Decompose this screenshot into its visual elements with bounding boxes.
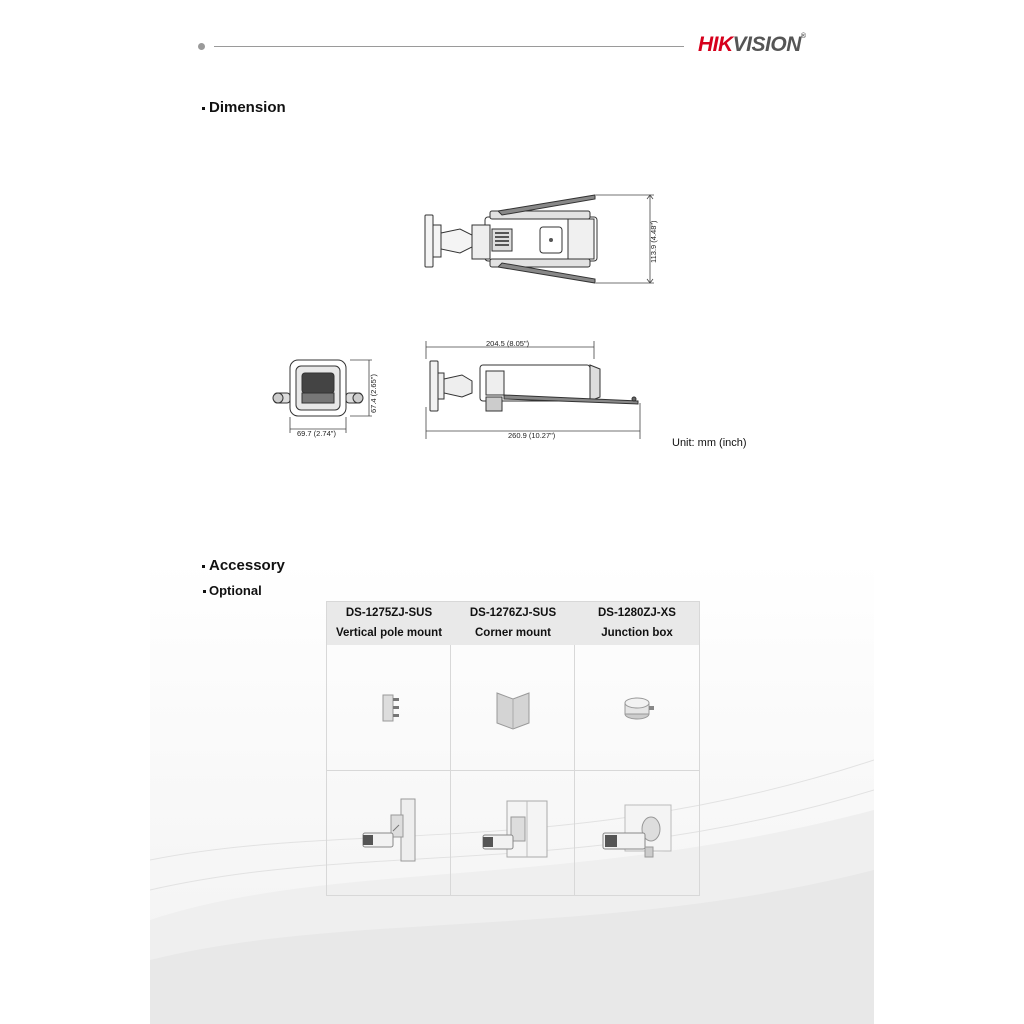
header-bullet-dot [198, 43, 205, 50]
optional-subheading: Optional [203, 583, 262, 598]
hikvision-logo: HIKVISION® [698, 33, 806, 56]
junction-box-installation-image [575, 771, 699, 896]
bullet-square-icon [203, 590, 206, 593]
camera-front-view-drawing [268, 355, 380, 440]
dimension-heading: Dimension [202, 99, 286, 116]
accessory-table-header [327, 602, 699, 645]
column-header-pole-mount: DS-1275ZJ-SUS Vertical pole mount [335, 607, 443, 639]
side-length-label: 204.5 (8.05") [486, 339, 530, 348]
height-dimension-label: 113.9 (4.48") [649, 220, 658, 263]
corner-mount-image [451, 645, 575, 770]
camera-top-view-drawing [420, 185, 665, 290]
side-total-length-label: 260.9 (10.27") [508, 431, 556, 440]
column-header-junction-box: DS-1280ZJ-XS Junction box [598, 607, 676, 639]
junction-box-image [575, 645, 699, 770]
corner-mount-installation-image [451, 771, 575, 896]
pole-mount-image [327, 645, 451, 770]
bullet-square-icon [202, 107, 205, 110]
accessory-table [326, 601, 700, 896]
pole-mount-installation-image [327, 771, 451, 896]
datasheet-page [150, 0, 874, 1024]
front-width-label: 69.7 (2.74") [297, 429, 336, 438]
bullet-square-icon [202, 565, 205, 568]
front-height-label: 67.4 (2.65") [369, 374, 378, 413]
unit-note: Unit: mm (inch) [672, 437, 747, 449]
accessory-heading: Accessory [202, 557, 285, 574]
camera-side-view-drawing [422, 335, 674, 440]
column-header-corner-mount: DS-1276ZJ-SUS Corner mount [469, 607, 557, 639]
header-rule [214, 46, 684, 47]
